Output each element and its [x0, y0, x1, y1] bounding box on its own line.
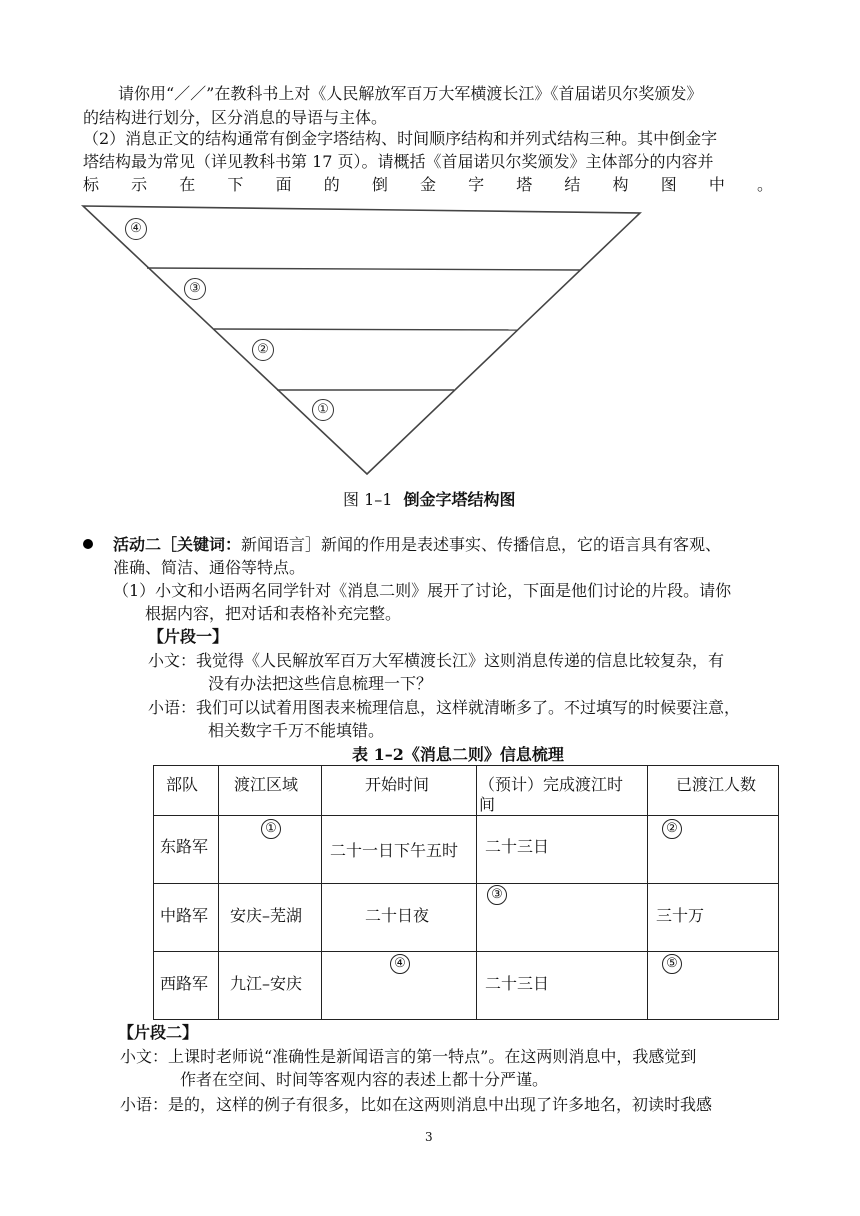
row-finish: 二十三日: [485, 837, 550, 856]
blank-cell-2[interactable]: [648, 816, 779, 884]
activity2-line-1: [113, 534, 721, 556]
header-unit: 部队: [166, 775, 199, 794]
blank-cell-3[interactable]: [477, 884, 648, 952]
question1-line-2: 根据内容，把对话和表格补充完整。: [145, 604, 402, 623]
row-area: 九江–安庆: [230, 974, 303, 993]
table-header-row: [154, 766, 779, 816]
figure-caption-title: 倒金字塔结构图: [403, 490, 516, 509]
intro-line-5-char: 在: [179, 175, 196, 194]
xiaoyu-line-1: 小语：我们可以试着用图表来梳理信息，这样就清晰多了。不过填写的时候要注意，: [148, 698, 741, 717]
activity2-line-2: 准确、简洁、通俗等特点。: [113, 558, 306, 577]
intro-line-5-char: 标: [83, 175, 100, 194]
table-row: [154, 816, 779, 884]
intro-line-2: 的结构进行划分，区分消息的导语与主体。: [83, 108, 388, 127]
pyramid-marker-4: ④: [125, 218, 147, 240]
page-number: 3: [425, 1130, 433, 1144]
row-finish: 二十三日: [485, 974, 550, 993]
header-finish-line2: 间: [479, 795, 496, 814]
intro-line-5-char: 塔: [516, 175, 533, 194]
info-table: [153, 765, 779, 1020]
row-area: 安庆–芜湖: [230, 906, 303, 925]
question1-line-1: （1）小文和小语两名同学针对《消息二则》展开了讨论，下面是他们讨论的片段。请你: [113, 581, 732, 600]
header-start: 开始时间: [365, 775, 430, 794]
row-unit: 西路军: [160, 974, 209, 993]
intro-line-4: 塔结构最为常见（详见教科书第 17 页）。请概括《首届诺贝尔奖颁发》主体部分的内容并: [83, 152, 714, 171]
row-count: 三十万: [656, 906, 705, 925]
fragment2-xiaoyu-line-1: 小语：是的，这样的例子有很多，比如在这两则消息中出现了许多地名，初读时我感: [120, 1095, 713, 1114]
intro-line-5-char: 图: [660, 175, 677, 194]
pyramid-marker-3: ③: [184, 278, 206, 300]
bullet-icon: [83, 539, 93, 549]
intro-line-1: 请你用“／／”在教科书上对《人民解放军百万大军横渡长江》《首届诺贝尔奖颁发》: [118, 84, 703, 103]
activity2-title: 活动二［关键词：: [113, 535, 242, 554]
row-unit: 中路军: [160, 906, 209, 925]
figure-caption-number: 图 1–1: [343, 490, 393, 509]
xiaowen-line-2: 没有办法把这些信息梳理一下？: [208, 674, 433, 693]
intro-line-5-char: 金: [419, 175, 436, 194]
blank-marker-4: ④: [390, 954, 410, 974]
row-start: 二十一日下午五时: [330, 841, 459, 860]
header-finish-line1: （预计）完成渡江时: [479, 775, 624, 794]
blank-marker-5: ⑤: [662, 954, 682, 974]
table-row: [154, 952, 779, 1020]
fragment1-title: 【片段一】: [148, 627, 229, 646]
blank-marker-1: ①: [261, 819, 281, 839]
pyramid-marker-2: ②: [252, 339, 274, 361]
row-unit: 东路军: [160, 837, 209, 856]
intro-line-5-char: 面: [275, 175, 292, 194]
intro-line-5-char: 字: [468, 175, 485, 194]
intro-line-5-char: 示: [131, 175, 148, 194]
blank-cell-1[interactable]: [219, 816, 322, 884]
blank-marker-3: ③: [487, 885, 507, 905]
xiaowen-line-1: 小文：我觉得《人民解放军百万大军横渡长江》这则消息传递的信息比较复杂，有: [148, 651, 725, 670]
intro-line-5-char: 构: [612, 175, 629, 194]
intro-line-5-char: 的: [323, 175, 340, 194]
intro-line-5: [83, 174, 773, 196]
intro-line-5-char: 中: [708, 175, 725, 194]
blank-cell-5[interactable]: [648, 952, 779, 1020]
blank-cell-4[interactable]: [322, 952, 477, 1020]
fragment2-title: 【片段二】: [118, 1023, 199, 1042]
xiaoyu-line-2: 相关数字千万不能填错。: [208, 721, 385, 740]
intro-line-5-char: 下: [227, 175, 244, 194]
pyramid-marker-1: ①: [312, 399, 334, 421]
intro-line-3: （2）消息正文的结构通常有倒金字塔结构、时间顺序结构和并列式结构三种。其中倒金字: [83, 129, 718, 148]
activity2-keyword-text: 新闻语言］新闻的作用是表述事实、传播信息，它的语言具有客观、: [241, 535, 722, 554]
figure-caption: [343, 489, 516, 511]
intro-line-5-char: 结: [564, 175, 581, 194]
blank-marker-2: ②: [662, 819, 682, 839]
fragment2-xiaowen-line-2: 作者在空间、时间等客观内容的表述上都十分严谨。: [180, 1070, 549, 1089]
header-area: 渡江区域: [234, 775, 299, 794]
row-start: 二十日夜: [365, 906, 430, 925]
fragment2-xiaowen-line-1: 小文：上课时老师说“准确性是新闻语言的第一特点”。在这两则消息中，我感觉到: [120, 1047, 697, 1066]
intro-line-5-char: 。: [756, 175, 773, 194]
intro-line-5-char: 倒: [371, 175, 388, 194]
table-row: [154, 884, 779, 952]
inverted-pyramid-diagram: [80, 203, 650, 478]
table-caption: 表 1–2《消息二则》信息梳理: [352, 745, 564, 764]
header-count: 已渡江人数: [676, 775, 757, 794]
